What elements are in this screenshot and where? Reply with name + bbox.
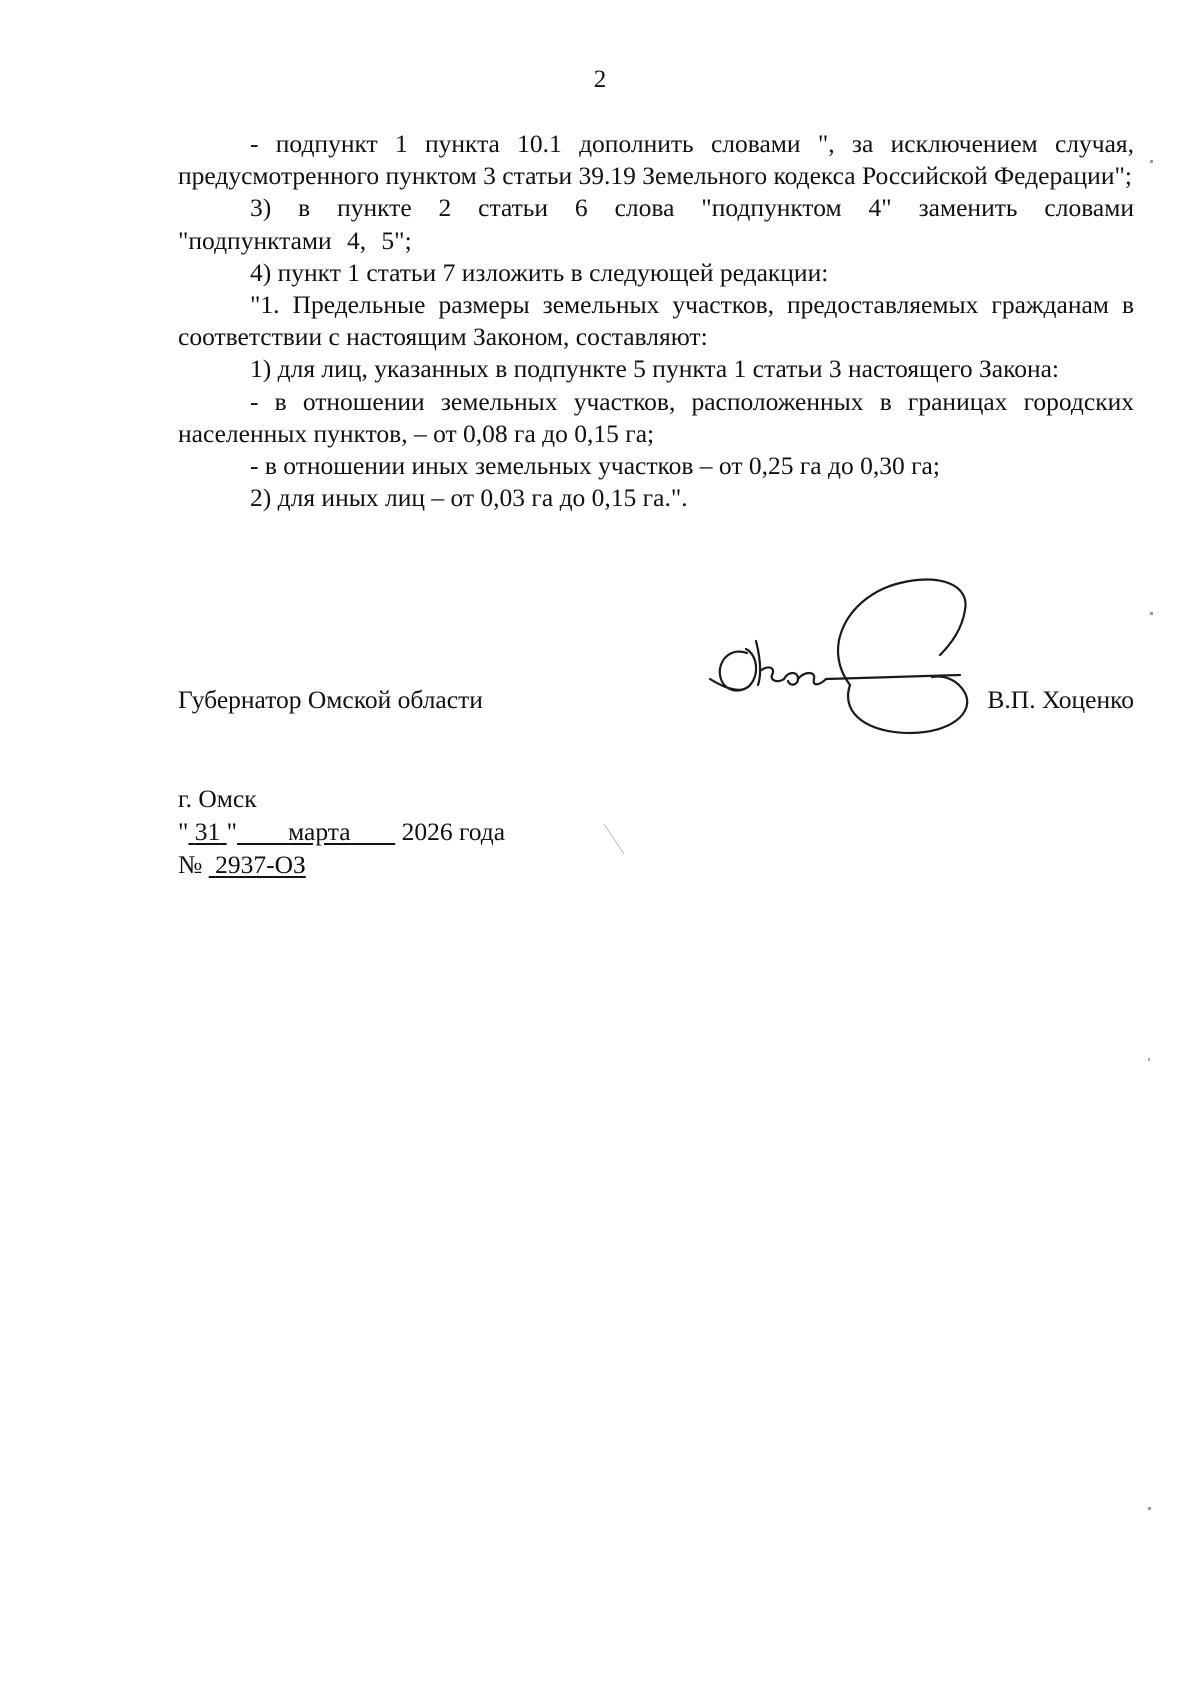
body-paragraph: 3) в пункте 2 статьи 6 слова "подпунктом 4" заменить словами "подпунктами 4, 5"; (178, 193, 1134, 255)
date-month-value: марта (288, 817, 351, 846)
handwritten-signature (700, 575, 1060, 785)
body-paragraph: 2) для иных лиц – от 0,03 га до 0,15 га.". (250, 483, 688, 513)
number-line (178, 848, 505, 881)
document-body (178, 128, 1134, 514)
body-paragraph: "1. Предельные размеры земельных участков, предоставляемых гражданам в соответствии с настоящим Законом, составляют: (178, 290, 1134, 352)
document-number (209, 850, 306, 879)
signatory-name: В.П. Хоценко (987, 685, 1134, 714)
document-number-value: 2937-ОЗ (215, 850, 306, 879)
page-number: 2 (593, 66, 607, 93)
body-paragraph: - подпункт 1 пункта 10.1 дополнить словами ", за исключением случая, предусмотренного пунктом 3 статьи 39.19 Земельного кодекса Российской Федерации"; (178, 129, 1134, 191)
body-paragraph: - в отношении земельных участков, расположенных в границах городских населенных пунктов, – от 0,08 га до 0,15 га; (178, 386, 1134, 448)
scan-dot (1150, 612, 1153, 615)
place-and-date (178, 782, 505, 881)
date-day-value: 31 (194, 817, 221, 846)
date-month (237, 817, 395, 846)
signatory-title: Губернатор Омской области (178, 685, 483, 714)
scan-dot (1150, 160, 1153, 163)
scan-mark (600, 820, 630, 860)
date-quote-open: " (178, 817, 189, 846)
number-prefix: № (178, 850, 203, 879)
scan-dot (1148, 1507, 1151, 1510)
body-paragraph: 1) для лиц, указанных в подпункте 5 пункта 1 статьи 3 настоящего Закона: (250, 354, 1060, 384)
date-quote-close: " (226, 817, 238, 846)
scan-dot (1148, 1058, 1150, 1061)
date-year: 2026 года (401, 817, 506, 846)
date-line (178, 815, 505, 848)
body-paragraph: - в отношении иных земельных участков – от 0,25 га до 0,30 га; (250, 451, 940, 481)
signature-strokes (710, 579, 967, 733)
body-paragraph: 4) пункт 1 статьи 7 изложить в следующей редакции: (250, 257, 829, 287)
city-line: г. Омск (178, 784, 257, 813)
date-day (188, 817, 226, 846)
